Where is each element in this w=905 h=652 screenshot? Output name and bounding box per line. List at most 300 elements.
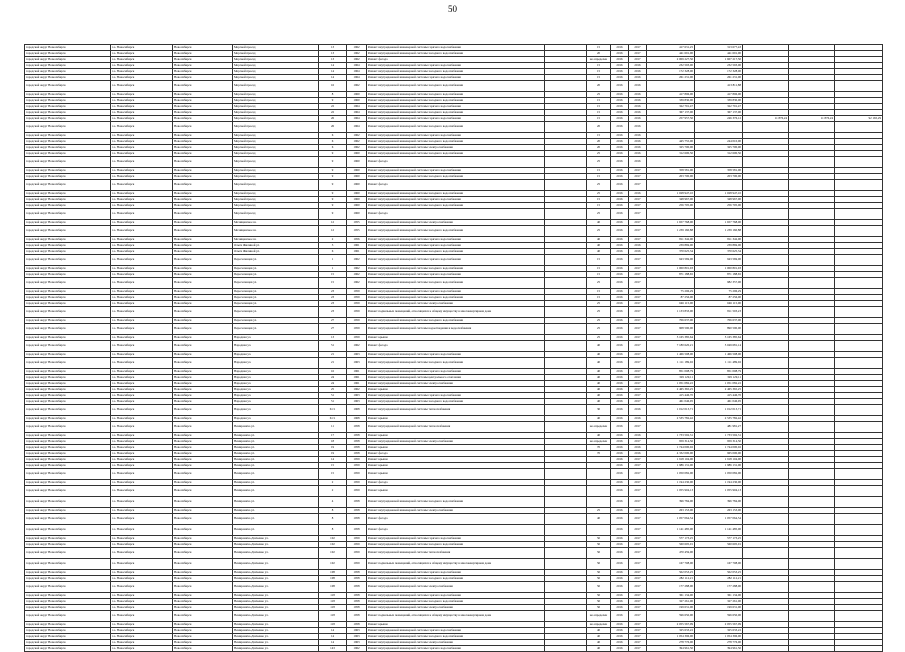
table-cell-c12 (647, 209, 695, 220)
table-cell-c10: 2016 (611, 369, 629, 375)
table-cell-c11: 2017 (629, 255, 647, 266)
table-cell-c11: 2016 (629, 139, 647, 145)
table-cell-c10: 2016 (611, 191, 629, 197)
table-cell-c4: Немировича ул. (233, 439, 319, 445)
table-cell-c10: 2016 (611, 335, 629, 341)
table-cell-c12: 470 459,00 (647, 548, 695, 559)
table-cell-c4: Немировича-Данченко ул. (233, 646, 319, 652)
table-cell-c4: Немировича ул. (233, 486, 319, 497)
table-cell-c6: 1962 (347, 139, 367, 145)
table-cell-c11: 2017 (629, 628, 647, 634)
table-cell-c1: городской округ Новосибирск (25, 318, 111, 324)
table-cell-c8 (545, 514, 587, 525)
table-cell-c2: г.о. Новосибирск (111, 352, 173, 358)
table-cell-c5: 15 (319, 272, 347, 278)
table-cell-c8 (545, 358, 587, 369)
table-cell-c4: Морской проезд (233, 92, 319, 98)
table-cell-c12 (647, 278, 695, 289)
table-cell-c7: Ремонт фасада (367, 180, 545, 191)
table-cell-c3: Новосибирск (173, 634, 233, 640)
table-cell-c12: 199 631,00 (647, 605, 695, 611)
table-cell-c10: 2016 (611, 341, 629, 352)
table-cell-c2: г.о. Новосибирск (111, 45, 173, 51)
table-cell-c2: г.о. Новосибирск (111, 266, 173, 272)
table-cell-c10: 2016 (611, 197, 629, 203)
table-cell-c13: 256 705,00 (695, 203, 743, 209)
table-cell-c6: 1958 (347, 525, 367, 536)
table-cell-c13 (695, 122, 743, 133)
table-cell-c3: Новосибирск (173, 628, 233, 634)
table-cell-c7: Ремонт внутридомовой инженерной системы холодного водоснабжения (367, 278, 545, 289)
table-cell-c15 (789, 497, 835, 508)
table-cell-c13: 167 708,00 (695, 559, 743, 570)
table-cell-c3: Новосибирск (173, 69, 233, 75)
table-cell-c9: 25 (587, 151, 611, 157)
table-cell-c13: 172 328,00 (695, 69, 743, 75)
table-cell-c10: 2016 (611, 433, 629, 439)
table-cell-c9: 40 (587, 381, 611, 387)
table-cell-c7: Ремонт внутридомовой инженерной системы горячего водоснабжения (367, 536, 545, 542)
table-cell-c3: Новосибирск (173, 168, 233, 174)
table-cell-c1: городской округ Новосибирск (25, 75, 111, 81)
table-cell-c9: 40 (587, 433, 611, 439)
table-cell-c13: 560 605,01 (695, 542, 743, 548)
table-cell-c11: 2017 (629, 237, 647, 243)
table-cell-c13: 232 593,00 (695, 63, 743, 69)
table-cell-c1: городской округ Новосибирск (25, 508, 111, 514)
table-cell-c5: 14 (319, 457, 347, 463)
table-cell-c9: 20 (587, 51, 611, 57)
table-cell-c4: Немировича ул. (233, 451, 319, 457)
table-cell-c8 (545, 255, 587, 266)
table-cell-c10: 2016 (611, 463, 629, 469)
table-cell-c3: Новосибирск (173, 463, 233, 469)
table-cell-c1: городской округ Новосибирск (25, 536, 111, 542)
table-cell-c2: г.о. Новосибирск (111, 525, 173, 536)
table-cell-c1: городской округ Новосибирск (25, 157, 111, 168)
table-cell-c12: 2 465 365,25 (647, 387, 695, 393)
table-cell-c2: г.о. Новосибирск (111, 255, 173, 266)
table-cell-c2: г.о. Новосибирск (111, 445, 173, 451)
table-cell-c12: 1 733 592,31 (647, 433, 695, 439)
table-cell-c9: 20 (587, 122, 611, 133)
table-cell-c10: 2016 (611, 122, 629, 133)
table-cell-c1: городской округ Новосибирск (25, 582, 111, 593)
table-cell-c6: 1959 (347, 289, 367, 295)
table-cell-c4: Морской проезд (233, 75, 319, 81)
table-cell-c5: 118 (319, 593, 347, 599)
table-cell-c2: г.о. Новосибирск (111, 628, 173, 634)
page-number: 50 (448, 4, 457, 14)
table-cell-c9: 25 (587, 180, 611, 191)
table-row (25, 611, 883, 622)
table-cell-c6: 1962 (347, 255, 367, 266)
table-cell-c3: Новосибирск (173, 358, 233, 369)
table-cell-c3: Новосибирск (173, 335, 233, 341)
table-cell-c5: 102 (319, 536, 347, 542)
table-cell-c8 (545, 422, 587, 433)
table-cell-c12: 282 112,21 (647, 576, 695, 582)
table-cell-c12: 1 051 082,22 (647, 381, 695, 387)
table-cell-c6: 1964 (347, 63, 367, 69)
table-cell-c8 (545, 81, 587, 92)
table-cell-c7: Ремонт внутридомовой инженерной системы холодного водоснабжения (367, 191, 545, 197)
table-cell-c10: 2016 (611, 278, 629, 289)
table-cell-c14 (743, 341, 789, 352)
table-cell-c9: 15 (587, 104, 611, 110)
table-cell-c2: г.о. Новосибирск (111, 63, 173, 69)
table-cell-c4: Мочищенское ш. (233, 226, 319, 237)
table-cell-c3: Новосибирск (173, 139, 233, 145)
table-cell-c3: Новосибирск (173, 133, 233, 139)
table-cell-c2: г.о. Новосибирск (111, 457, 173, 463)
table-cell-c9: 15 (587, 45, 611, 51)
table-cell-c10: 2016 (611, 387, 629, 393)
table-cell-c10: 2016 (611, 576, 629, 582)
table-cell-c3: Новосибирск (173, 559, 233, 570)
table-cell-c4: Народная ул. (233, 369, 319, 375)
table-cell-c4: Морской проезд (233, 57, 319, 63)
table-cell-c9: 50 (587, 548, 611, 559)
table-cell-c1: городской округ Новосибирск (25, 104, 111, 110)
table-cell-c1: городской округ Новосибирск (25, 605, 111, 611)
table-cell-c6: 1960 (347, 209, 367, 220)
table-cell-c11: 2017 (629, 393, 647, 399)
capital-repair-table (24, 44, 883, 652)
table-cell-c3: Новосибирск (173, 295, 233, 301)
table-cell-c3: Новосибирск (173, 582, 233, 593)
table-cell-c6: 1960 (347, 157, 367, 168)
table-cell-c15 (789, 559, 835, 570)
table-cell-c5: 21 (319, 352, 347, 358)
table-cell-c1: городской округ Новосибирск (25, 622, 111, 628)
table-cell-c6: 1964 (347, 69, 367, 75)
table-cell-c7: Ремонт внутридомовой инженерной системы горячего водоснабжения (367, 197, 545, 203)
table-cell-c4: Ольги Жилиной ул. (233, 243, 319, 249)
table-cell-c6: 1955 (347, 226, 367, 237)
table-cell-c5: 21 (319, 358, 347, 369)
table-cell-c16 (835, 122, 883, 133)
table-cell-c6: 1964 (347, 116, 367, 122)
table-cell-c6: 1961 (347, 249, 367, 255)
table-cell-c8 (545, 611, 587, 622)
table-cell-c3: Новосибирск (173, 92, 233, 98)
table-cell-c5: 14 (319, 628, 347, 634)
table-cell-c9: 40 (587, 369, 611, 375)
table-cell-c2: г.о. Новосибирск (111, 416, 173, 422)
table-cell-c6: 1963 (347, 399, 367, 405)
table-cell-c10: 2016 (611, 307, 629, 318)
table-cell-c1: городской округ Новосибирск (25, 599, 111, 605)
table-cell-c16 (835, 497, 883, 508)
table-cell-c5: 26 (319, 122, 347, 133)
table-cell-c13: 339 830,00 (695, 98, 743, 104)
table-cell-c11: 2017 (629, 369, 647, 375)
table-cell-c9: 50 (587, 605, 611, 611)
table-cell-c11: 2017 (629, 226, 647, 237)
table-row (25, 255, 883, 266)
table-cell-c12: 4 332 000,00 (647, 451, 695, 457)
table-cell-c4: Мочищенское ш. (233, 220, 319, 226)
table-cell-c1: городской округ Новосибирск (25, 45, 111, 51)
table-cell-c13: 890 590,00 (695, 324, 743, 335)
table-cell-c2: г.о. Новосибирск (111, 249, 173, 255)
table-cell-c5: 13 (319, 335, 347, 341)
table-cell-c11: 2017 (629, 180, 647, 191)
table-cell-c2: г.о. Новосибирск (111, 536, 173, 542)
table-cell-c5: 8 (319, 92, 347, 98)
table-cell-c10: 2016 (611, 249, 629, 255)
table-cell-c9: 25 (587, 335, 611, 341)
table-cell-c7: Ремонт внутридомовой инженерной системы холодного водоснабжения (367, 51, 545, 57)
table-cell-c6: 1968 (347, 405, 367, 416)
table-cell-c2: г.о. Новосибирск (111, 593, 173, 599)
table-cell-c13: 246 376,12 (695, 116, 743, 122)
table-cell-c5: 118 (319, 611, 347, 622)
table-cell-c6: 1962 (347, 341, 367, 352)
table-cell-c11: 2017 (629, 439, 647, 445)
table-cell-c1: городской округ Новосибирск (25, 463, 111, 469)
table-cell-c2: г.о. Новосибирск (111, 646, 173, 652)
table-cell-c4: Переселенцев ул. (233, 318, 319, 324)
table-cell-c7: Ремонт фасада (367, 209, 545, 220)
table-cell-c14 (743, 422, 789, 433)
table-cell-c3: Новосибирск (173, 611, 233, 622)
table-cell-c8 (545, 469, 587, 480)
table-cell-c1: городской округ Новосибирск (25, 451, 111, 457)
table-cell-c13: 943 569,00 (695, 255, 743, 266)
table-cell-c13: 2 055 567,09 (695, 622, 743, 628)
table-cell-c7: Ремонт внутридомовой инженерной системы теплоснабжения (367, 405, 545, 416)
table-cell-c9: 25 (587, 209, 611, 220)
table-cell-c2: г.о. Новосибирск (111, 139, 173, 145)
table-cell-c15 (789, 358, 835, 369)
table-cell-c7: Ремонт внутридомовой инженерной системы холодного водоснабжения (367, 92, 545, 98)
table-cell-c5: 9 (319, 151, 347, 157)
table-cell-c6: 1963 (347, 634, 367, 640)
table-cell-c3: Новосибирск (173, 433, 233, 439)
table-cell-c4: Немировича ул. (233, 433, 319, 439)
table-cell-c6: 1959 (347, 548, 367, 559)
table-cell-c2: г.о. Новосибирск (111, 157, 173, 168)
table-cell-c7: Ремонт внутридомовой инженерной системы холодного водоснабжения (367, 497, 545, 508)
table-cell-c11: 2016 (629, 116, 647, 122)
table-cell-c6: 1959 (347, 295, 367, 301)
table-cell-c6: 1960 (347, 197, 367, 203)
table-cell-c3: Новосибирск (173, 174, 233, 180)
table-cell-c15 (789, 122, 835, 133)
table-cell-c6: 1961 (347, 375, 367, 381)
table-row (25, 226, 883, 237)
table-cell-c3: Новосибирск (173, 486, 233, 497)
table-cell-c6: 1959 (347, 318, 367, 324)
table-cell-c13: 811 503,23 (695, 307, 743, 318)
table-cell-c13: 1 000 801,93 (695, 266, 743, 272)
table-row (25, 358, 883, 369)
table-cell-c10: 2016 (611, 139, 629, 145)
table-cell-c2: г.о. Новосибирск (111, 497, 173, 508)
table-cell-c11: 2017 (629, 536, 647, 542)
table-cell-c13: 203 700,00 (695, 174, 743, 180)
table-cell-c7: Ремонт внутридомовой инженерной системы теплоснабжения (367, 548, 545, 559)
table-cell-c9: 70 (587, 451, 611, 457)
table-cell-c12: 312 600,50 (647, 151, 695, 157)
table-cell-c3: Новосибирск (173, 266, 233, 272)
table-cell-c6: 1959 (347, 542, 367, 548)
table-cell-c2: г.о. Новосибирск (111, 611, 173, 622)
table-cell-c13: 75 296,29 (695, 289, 743, 295)
table-cell-c14 (743, 582, 789, 593)
table-cell-c11: 2017 (629, 514, 647, 525)
table-cell-c6: 1964 (347, 110, 367, 116)
table-cell-c11: 2017 (629, 381, 647, 387)
table-cell-c7: Ремонт внутридомовой инженерной системы горячего водоснабжения (367, 628, 545, 634)
table-cell-c1: городской округ Новосибирск (25, 486, 111, 497)
table-cell-c1: городской округ Новосибирск (25, 399, 111, 405)
table-cell-c10: 2016 (611, 203, 629, 209)
table-cell-c7: Ремонт внутридомовой инженерной системы горячего водоснабжения (367, 289, 545, 295)
table-cell-c3: Новосибирск (173, 341, 233, 352)
table-cell-c11: 2017 (629, 203, 647, 209)
table-cell-c12: 908 590,00 (647, 324, 695, 335)
table-cell-c13: 367 137,00 (695, 110, 743, 116)
table-cell-c9: 25 (587, 508, 611, 514)
table-cell-c12: 394 961,50 (647, 646, 695, 652)
table-cell-c7: Ремонт внутридомовой инженерной системы холодного водоснабжения (367, 249, 545, 255)
table-cell-c11: 2016 (629, 110, 647, 116)
table-cell-c9: 15 (587, 168, 611, 174)
table-cell-c11: 2016 (629, 445, 647, 451)
table-cell-c1: городской округ Новосибирск (25, 525, 111, 536)
table-cell-c13: 261 231,00 (695, 75, 743, 81)
table-cell-c4: Морской проезд (233, 157, 319, 168)
table-cell-c3: Новосибирск (173, 445, 233, 451)
table-cell-c12: 646 115,00 (647, 301, 695, 307)
table-cell-c7: Ремонт внутридомовой инженерной системы горячего водоснабжения (367, 272, 545, 278)
table-cell-c3: Новосибирск (173, 57, 233, 63)
table-cell-c2: г.о. Новосибирск (111, 69, 173, 75)
table-cell-c11: 2017 (629, 272, 647, 278)
table-cell-c2: г.о. Новосибирск (111, 486, 173, 497)
table-cell-c10: 2016 (611, 497, 629, 508)
table-cell-c1: городской округ Новосибирск (25, 197, 111, 203)
table-cell-c3: Новосибирск (173, 422, 233, 433)
table-cell-c8 (545, 307, 587, 318)
table-cell-c12: 415 446,70 (647, 393, 695, 399)
table-cell-c6: 1958 (347, 422, 367, 433)
table-cell-c3: Новосибирск (173, 318, 233, 324)
table-cell-c6: 1961 (347, 381, 367, 387)
table-cell-c12: 278 776,00 (647, 640, 695, 646)
table-cell-c6: 1964 (347, 104, 367, 110)
table-cell-c7: Ремонт внутридомовой инженерной системы холодного водоснабжения (367, 81, 545, 92)
table-cell-c1: городской округ Новосибирск (25, 278, 111, 289)
table-cell-c13: 481 981,27 (695, 422, 743, 433)
table-cell-c4: Народная ул. (233, 387, 319, 393)
table-cell-c10: 2016 (611, 237, 629, 243)
table-cell-c8 (545, 341, 587, 352)
table-cell-c11: 2017 (629, 341, 647, 352)
table-cell-c9: 40 (587, 393, 611, 399)
table-cell-c11: 2016 (629, 63, 647, 69)
table-cell-c5: 14 (319, 640, 347, 646)
table-cell-c15 (789, 582, 835, 593)
table-cell-c3: Новосибирск (173, 301, 233, 307)
table-cell-c5: 25 (319, 387, 347, 393)
table-cell-c7: Ремонт внутридомовой инженерной системы электроснабжения (367, 640, 545, 646)
table-cell-c10: 2016 (611, 640, 629, 646)
table-cell-c11: 2016 (629, 151, 647, 157)
table-cell-c1: городской округ Новосибирск (25, 98, 111, 104)
table-cell-c7: Ремонт внутридомовой инженерной системы холодного водоснабжения (367, 399, 545, 405)
table-cell-c5: 1 (319, 266, 347, 272)
table-cell-c11: 2016 (629, 122, 647, 133)
table-cell-c9: не определен (587, 622, 611, 628)
table-cell-c11: 2017 (629, 508, 647, 514)
table-cell-c4: Морской проезд (233, 191, 319, 197)
table-cell-c11: 2017 (629, 174, 647, 180)
table-cell-c9: 50 (587, 542, 611, 548)
table-cell-c5: 9 (319, 174, 347, 180)
table-cell-c2: г.о. Новосибирск (111, 174, 173, 180)
table-cell-c9: 40 (587, 646, 611, 652)
table-cell-c3: Новосибирск (173, 375, 233, 381)
table-cell-c14 (743, 646, 789, 652)
table-cell-c13: 313 677,43 (695, 45, 743, 51)
table-cell-c7: Ремонт внутридомовой инженерной системы электроснабжения (367, 605, 545, 611)
table-cell-c1: городской округ Новосибирск (25, 634, 111, 640)
table-cell-c11: 2017 (629, 640, 647, 646)
table-cell-c15 (789, 405, 835, 416)
table-cell-c15 (789, 324, 835, 335)
table-cell-c7: Ремонт подвальных помещений, относящихся к общему имуществу в многоквартирном доме (367, 611, 545, 622)
table-row (25, 486, 883, 497)
table-cell-c3: Новосибирск (173, 451, 233, 457)
table-cell-c13 (695, 548, 743, 559)
table-cell-c6: 1959 (347, 335, 367, 341)
table-cell-c10: 2016 (611, 611, 629, 622)
table-cell-c9: 15 (587, 289, 611, 295)
table-cell-c15 (789, 611, 835, 622)
table-cell-c11: 2017 (629, 469, 647, 480)
table-cell-c7: Ремонт внутридомовой инженерной системы холодного водоснабжения (367, 98, 545, 104)
table-cell-c13: 370 625,34 (695, 249, 743, 255)
table-cell-c2: г.о. Новосибирск (111, 439, 173, 445)
table-cell-c12: 2 055 567,09 (647, 622, 695, 628)
table-cell-c7: Ремонт крыши (367, 335, 545, 341)
table-cell-c2: г.о. Новосибирск (111, 324, 173, 335)
table-cell-c7: Ремонт крыши (367, 463, 545, 469)
table-cell-c13: 244 010,00 (695, 139, 743, 145)
table-cell-c9: 15 (587, 116, 611, 122)
table-cell-c3: Новосибирск (173, 51, 233, 57)
table-cell-c13: 394 961,50 (695, 646, 743, 652)
table-cell-c4: Немировича-Данченко ул. (233, 542, 319, 548)
table-cell-c10: 2016 (611, 45, 629, 51)
table-cell-c6: 1958 (347, 599, 367, 605)
table-cell-c3: Новосибирск (173, 605, 233, 611)
table-cell-c7: Ремонт внутридомовой инженерной системы электроснабжения (367, 439, 545, 445)
table-cell-c2: г.о. Новосибирск (111, 180, 173, 191)
table-cell-c12 (647, 122, 695, 133)
table-cell-c12: 560 605,01 (647, 542, 695, 548)
table-cell-c1: городской округ Новосибирск (25, 570, 111, 576)
table-cell-c11: 2017 (629, 422, 647, 433)
table-cell-c3: Новосибирск (173, 307, 233, 318)
table-cell-c10: 2016 (611, 110, 629, 116)
table-cell-c7: Ремонт внутридомовой инженерной системы горячего водоснабжения (367, 369, 545, 375)
table-cell-c5: 15 (319, 278, 347, 289)
